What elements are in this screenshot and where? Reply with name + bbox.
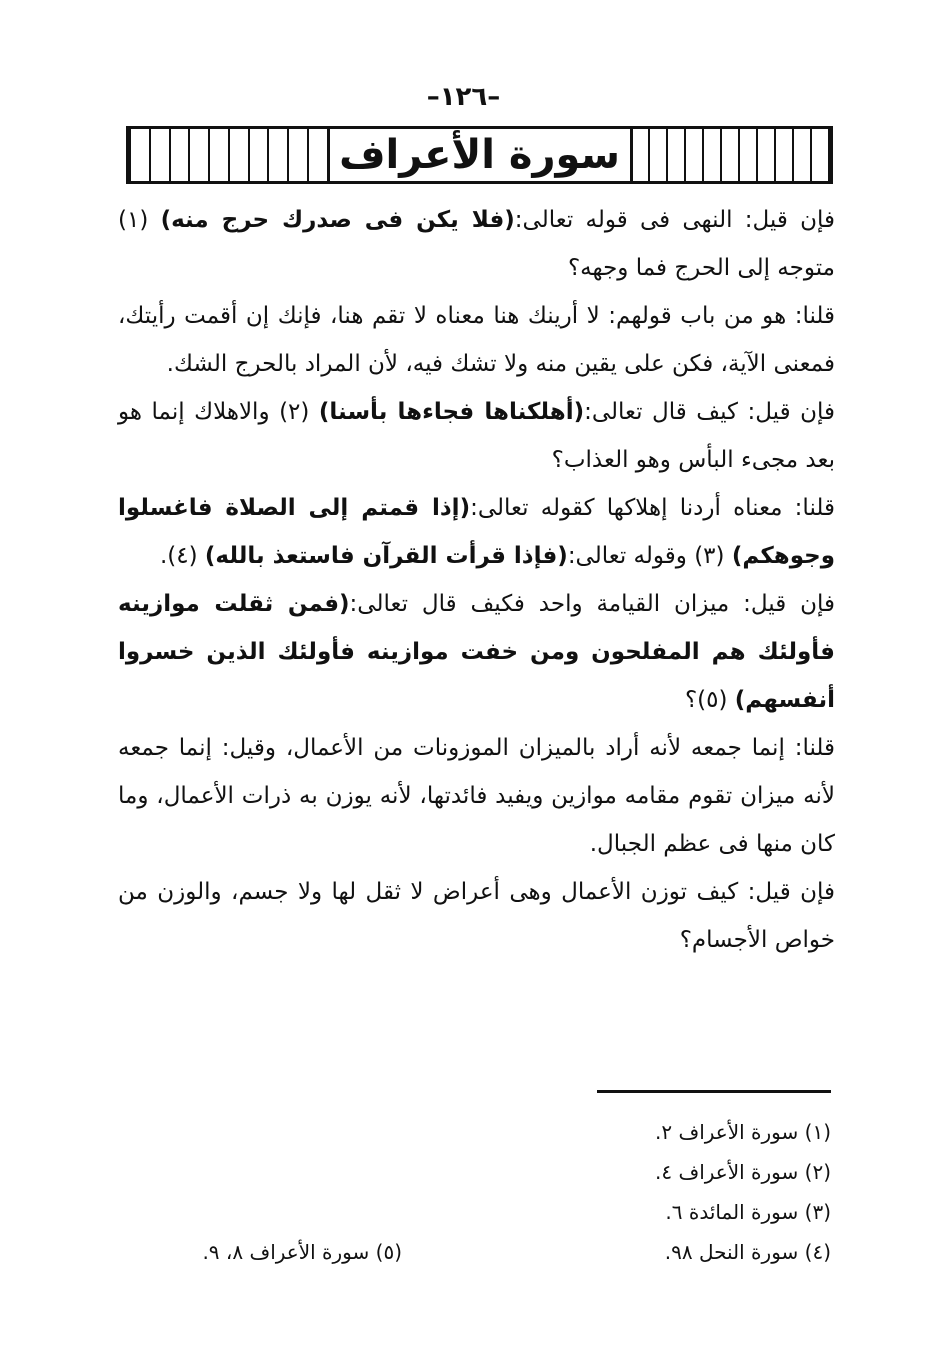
paragraph (118, 292, 835, 388)
paragraph-text: (٢) والاهلاك إنما هو بعد مجىء البأس وهو العذاب؟ (118, 399, 835, 473)
paragraph-text: فإن قيل: ميزان القيامة واحد فكيف قال تعالى: (349, 591, 835, 617)
paragraph-text: قلنا: إنما جمعه لأنه أراد بالميزان الموزونات من الأعمال، وقيل: إنما جمعه لأنه ميزان تقوم مقامه موازين ويفيد فائدتها، لأنه يوزن به ذرات الأعمال، وما كان منها فى عظم الجبال. (118, 735, 835, 857)
paragraph (118, 388, 835, 484)
surah-title: سورة الأعراف (327, 129, 633, 181)
paragraph-text: فإن قيل: النهى فى قوله تعالى: (514, 207, 835, 233)
footnote: (٣) سورة المائدة ٦. (665, 1200, 831, 1224)
footnotes (591, 1112, 831, 1272)
paragraph-text: قلنا: هو من باب قولهم: لا أرينك هنا معناه لا تقم هنا، فإنك إن أقمت رأيتك، فمعنى الآية، فكن على يقين منه ولا تشك فيه، لأن المراد بالحرج الشك. (118, 303, 835, 377)
footnote: (١) سورة الأعراف ٢. (655, 1120, 831, 1144)
page-number: –١٢٦– (426, 82, 501, 112)
quran-quote: (فلا يكن فى صدرك حرج منه) (160, 207, 515, 233)
paragraph-text: فإن قيل: كيف توزن الأعمال وهى أعراض لا ثقل لها ولا جسم، والوزن من خواص الأجسام؟ (118, 879, 835, 953)
paragraph (118, 484, 835, 580)
footnote-divider (597, 1090, 831, 1093)
title-ornament-left (129, 129, 327, 181)
paragraph-text: (٣) وقوله تعالى: (567, 543, 732, 569)
footnote: (٤) سورة النحل ٩٨. (664, 1240, 831, 1264)
paragraph (118, 196, 835, 292)
paragraph-text: (٥)؟ (684, 687, 735, 713)
body-text (118, 196, 835, 964)
paragraph-text: قلنا: معناه أردنا إهلاكها كقوله تعالى: (470, 495, 835, 521)
footnote: (٢) سورة الأعراف ٤. (655, 1160, 831, 1184)
paragraph-text: (٤). (159, 543, 205, 569)
paragraph (118, 724, 835, 868)
surah-title-banner (126, 126, 833, 184)
title-ornament-right (633, 129, 831, 181)
paragraph-text: فإن قيل: كيف قال تعالى: (584, 399, 835, 425)
quran-quote: (فمن ثقلت موازينه فأولئك هم المفلحون ومن خفت موازينه فأولئك الذين خسروا أنفسهم) (118, 591, 835, 713)
paragraph (118, 868, 835, 964)
quran-quote: (فإذا قرأت القرآن فاستعذ بالله) (204, 543, 568, 569)
footnote-5: (٥) سورة الأعراف ٨، ٩. (202, 1240, 402, 1264)
quran-quote: (أهلكناها فجاءها بأسنا) (318, 399, 585, 425)
quran-quote: (إذا قمتم إلى الصلاة فاغسلوا وجوهكم) (118, 495, 835, 569)
paragraph (118, 580, 835, 724)
paragraph-text: (١) متوجه إلى الحرج فما وجهه؟ (118, 207, 835, 281)
